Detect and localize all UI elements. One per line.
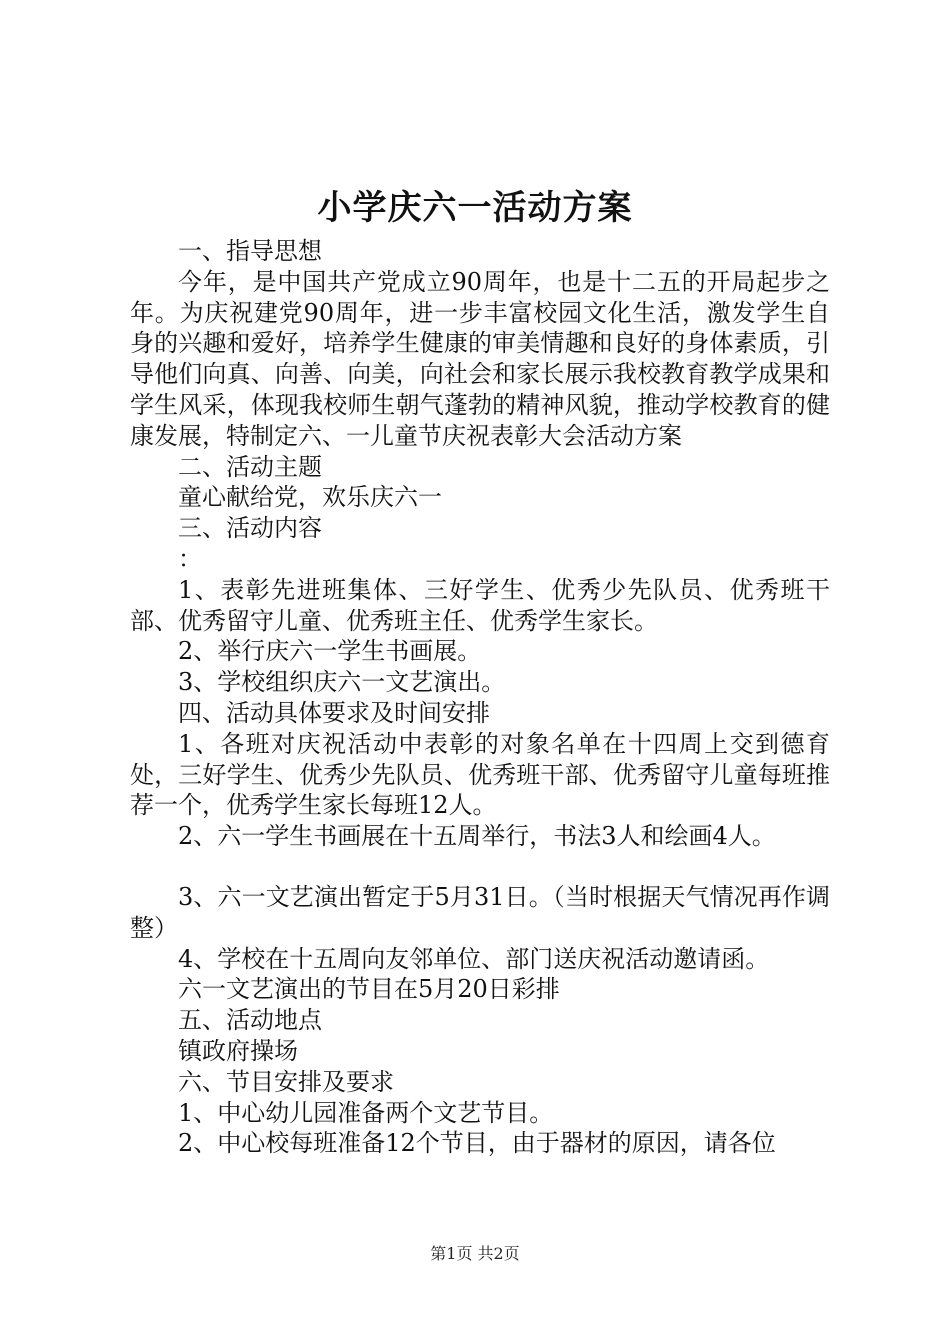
paragraph: 六一文艺演出的节目在5月20日彩排: [178, 975, 560, 1004]
list-item: 2、中心校每班准备12个节目，由于器材的原因，请各位: [178, 1129, 776, 1158]
paragraph: 今年，是中国共产党成立90周年，也是十二五的开局起步之年。为庆祝建党90周年，进一步丰富校园文化生活，激发学生自身的兴趣和爱好，培养学生健康的审美情趣和良好的身体素质，引导他们向真、向善、向美，向社会和家长展示我校教育教学成果和学生风采，体现我校师生朝气蓬勃的精神风貌，推动学校教育的健康发展，特制定六、一儿童节庆祝表彰大会活动方案: [130, 267, 830, 450]
list-item: 2、举行庆六一学生书画展。: [178, 637, 482, 666]
page-footer: 第1页 共2页: [430, 1244, 520, 1263]
section-heading: 一、指导思想: [178, 237, 322, 265]
paragraph: ：: [178, 544, 202, 573]
paragraph: 镇政府操场: [178, 1036, 298, 1065]
list-item: 4、学校在十五周向友邻单位、部门送庆祝活动邀请函。: [178, 944, 770, 973]
section-heading: 四、活动具体要求及时间安排: [178, 698, 490, 727]
list-item: 1、表彰先进班集体、三好学生、优秀少先队员、优秀班干部、优秀留守儿童、优秀班主任、优秀学生家长。: [130, 575, 830, 635]
list-item: 2、六一学生书画展在十五周举行，书法3人和绘画4人。: [178, 822, 776, 851]
document-title: 小学庆六一活动方案: [317, 188, 633, 228]
paragraph-spacer: [130, 852, 830, 882]
list-item: 3、学校组织庆六一文艺演出。: [178, 668, 506, 697]
list-item: 1、中心幼儿园准备两个文艺节目。: [178, 1098, 554, 1127]
section-heading: 六、节目安排及要求: [178, 1067, 394, 1096]
section-heading: 三、活动内容: [178, 514, 322, 543]
paragraph: 童心献给党，欢乐庆六一: [178, 483, 442, 512]
list-item: 1、各班对庆祝活动中表彰的对象名单在十四周上交到德育处，三好学生、优秀少先队员、优秀班干部、优秀留守儿童每班推荐一个，优秀学生家长每班12人。: [130, 729, 830, 820]
document-body: [130, 236, 830, 1159]
list-item: 3、六一文艺演出暂定于5月31日。（当时根据天气情况再作调整）: [130, 882, 830, 942]
section-heading: 二、活动主题: [178, 452, 322, 481]
section-heading: 五、活动地点: [178, 1006, 322, 1035]
